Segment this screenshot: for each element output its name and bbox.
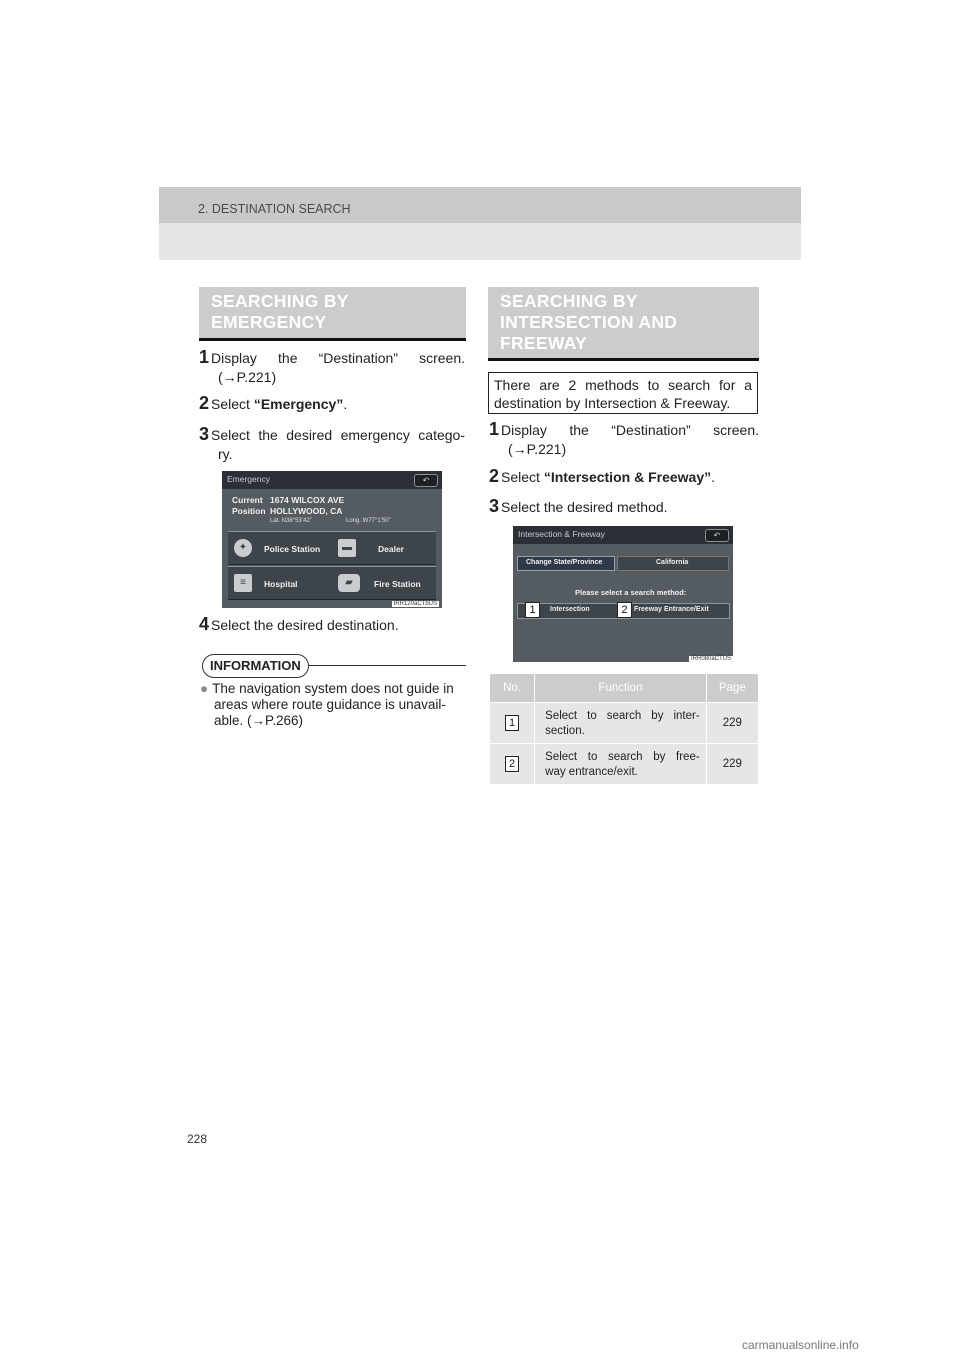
step-4 (199, 615, 465, 635)
heading-emergency (199, 287, 466, 341)
step-punct: . (711, 469, 715, 485)
screen-titlebar (222, 471, 442, 489)
step-keyword: “Emergency” (253, 396, 344, 412)
step-ref: (→P.221) (508, 441, 567, 457)
page-number: 228 (187, 1132, 208, 1146)
fire-truck-icon: ▰ (338, 574, 360, 592)
info-bullet (200, 681, 464, 729)
step-number: 3 (489, 496, 500, 516)
column-header: Page (706, 674, 758, 703)
intro-line: There are 2 methods to search for a (494, 377, 752, 393)
section-title: 2. DESTINATION SEARCH (198, 202, 351, 216)
step-number: 4 (199, 614, 210, 634)
step-2 (489, 467, 759, 487)
fire-station-button (332, 566, 436, 600)
step-1 (199, 348, 465, 387)
screen-titlebar (513, 526, 733, 544)
button-label: Dealer (378, 544, 404, 554)
info-line: able. (→P.266) (214, 713, 304, 728)
function-text: way entrance/exit. (545, 766, 638, 778)
page-ref: 229 (706, 703, 758, 744)
callout-1: 1 (525, 602, 540, 618)
hospital-button (228, 566, 332, 600)
function-cell (535, 703, 707, 744)
page-ref: 229 (706, 744, 758, 785)
step-punct: . (343, 396, 348, 412)
step-number: 1 (199, 347, 210, 367)
step-number: 2 (489, 466, 500, 486)
image-code: IRR080aCTUS (690, 656, 731, 662)
intersection-freeway-screen-image (513, 526, 733, 662)
information-badge: INFORMATION (202, 654, 309, 678)
badge-icon: ✦ (234, 539, 252, 557)
address-line-1: 1674 WILCOX AVE (270, 495, 345, 505)
button-label: Police Station (264, 544, 321, 554)
step-text: Select the desired method. (501, 499, 668, 515)
header-band (159, 187, 801, 260)
button-label: Freeway Entrance/Exit (634, 606, 709, 613)
step-text: Select the desired destination. (211, 617, 399, 633)
dealer-button (332, 531, 436, 565)
heading-line: FREEWAY (500, 333, 588, 353)
heading-line: SEARCHING BY (500, 291, 638, 311)
step-number: 1 (489, 419, 500, 439)
tab-label: Change State/Province (526, 559, 603, 566)
row-number-cell (490, 744, 535, 785)
function-cell (535, 744, 707, 785)
intro-line: destination by Intersection & Freeway. (494, 395, 731, 411)
intro-box (488, 372, 758, 414)
header-bar (159, 187, 801, 223)
heading-line: SEARCHING BY (211, 291, 349, 311)
button-label: Intersection (550, 606, 590, 613)
step-2 (199, 394, 465, 414)
function-table (489, 673, 759, 785)
step-1 (489, 420, 759, 459)
step-text: Select (211, 396, 254, 412)
police-station-button (228, 531, 332, 565)
change-state-tab (517, 556, 615, 571)
step-ref: (→P.221) (218, 369, 277, 385)
method-prompt: Please select a search method: (575, 588, 687, 597)
callout-2: 2 (617, 602, 632, 618)
table-header-row (490, 674, 759, 703)
step-3 (489, 497, 759, 517)
hospital-icon: ≡ (234, 574, 252, 592)
heading-line: INTERSECTION AND (500, 312, 678, 332)
bullet-icon: ● (200, 681, 209, 696)
step-3 (199, 425, 465, 464)
step-number: 2 (199, 393, 210, 413)
current-label: Current (232, 495, 263, 505)
function-text: section. (545, 725, 585, 737)
longitude: Long. W77°1’50” (346, 518, 391, 524)
screen-title: Emergency (227, 474, 270, 484)
function-text: Select to search by inter- (545, 710, 700, 722)
info-line: areas where route guidance is unavail- (214, 697, 446, 712)
column-header: No. (490, 674, 535, 703)
row-number: 2 (505, 756, 519, 772)
step-text: Display the “Destination” screen. (501, 422, 759, 438)
heading-line: EMERGENCY (211, 312, 327, 332)
screen-title: Intersection & Freeway (518, 529, 605, 539)
button-label: Fire Station (374, 579, 421, 589)
step-text: Display the “Destination” screen. (211, 350, 465, 366)
dealer-icon: ▬ (338, 539, 356, 557)
step-text: Select the desired emergency catego- (211, 427, 465, 443)
freeway-button (623, 603, 730, 619)
heading-intersection-freeway (488, 287, 759, 361)
step-text: Select (501, 469, 544, 485)
state-label: California (656, 559, 689, 566)
step-keyword: “Intersection & Freeway” (543, 469, 712, 485)
emergency-screen-image (222, 471, 442, 608)
table-row (490, 703, 759, 744)
latitude: Lat. N38°53’42” (270, 518, 312, 524)
address-line-2: HOLLYWOOD, CA (270, 506, 343, 516)
function-text: Select to search by free- (545, 751, 700, 763)
watermark: carmanualsonline.info (742, 1338, 859, 1352)
step-text-cont: ry. (218, 446, 233, 462)
state-display (617, 556, 729, 571)
back-icon: ↶ (414, 474, 438, 487)
position-label: Position (232, 506, 266, 516)
row-number: 1 (505, 715, 519, 731)
column-header: Function (535, 674, 707, 703)
back-icon: ↶ (705, 529, 729, 542)
image-code: IRR120aCTbUS (393, 601, 437, 607)
table-row (490, 744, 759, 785)
row-number-cell (490, 703, 535, 744)
step-number: 3 (199, 424, 210, 444)
button-label: Hospital (264, 579, 298, 589)
info-line: The navigation system does not guide in (212, 681, 454, 696)
